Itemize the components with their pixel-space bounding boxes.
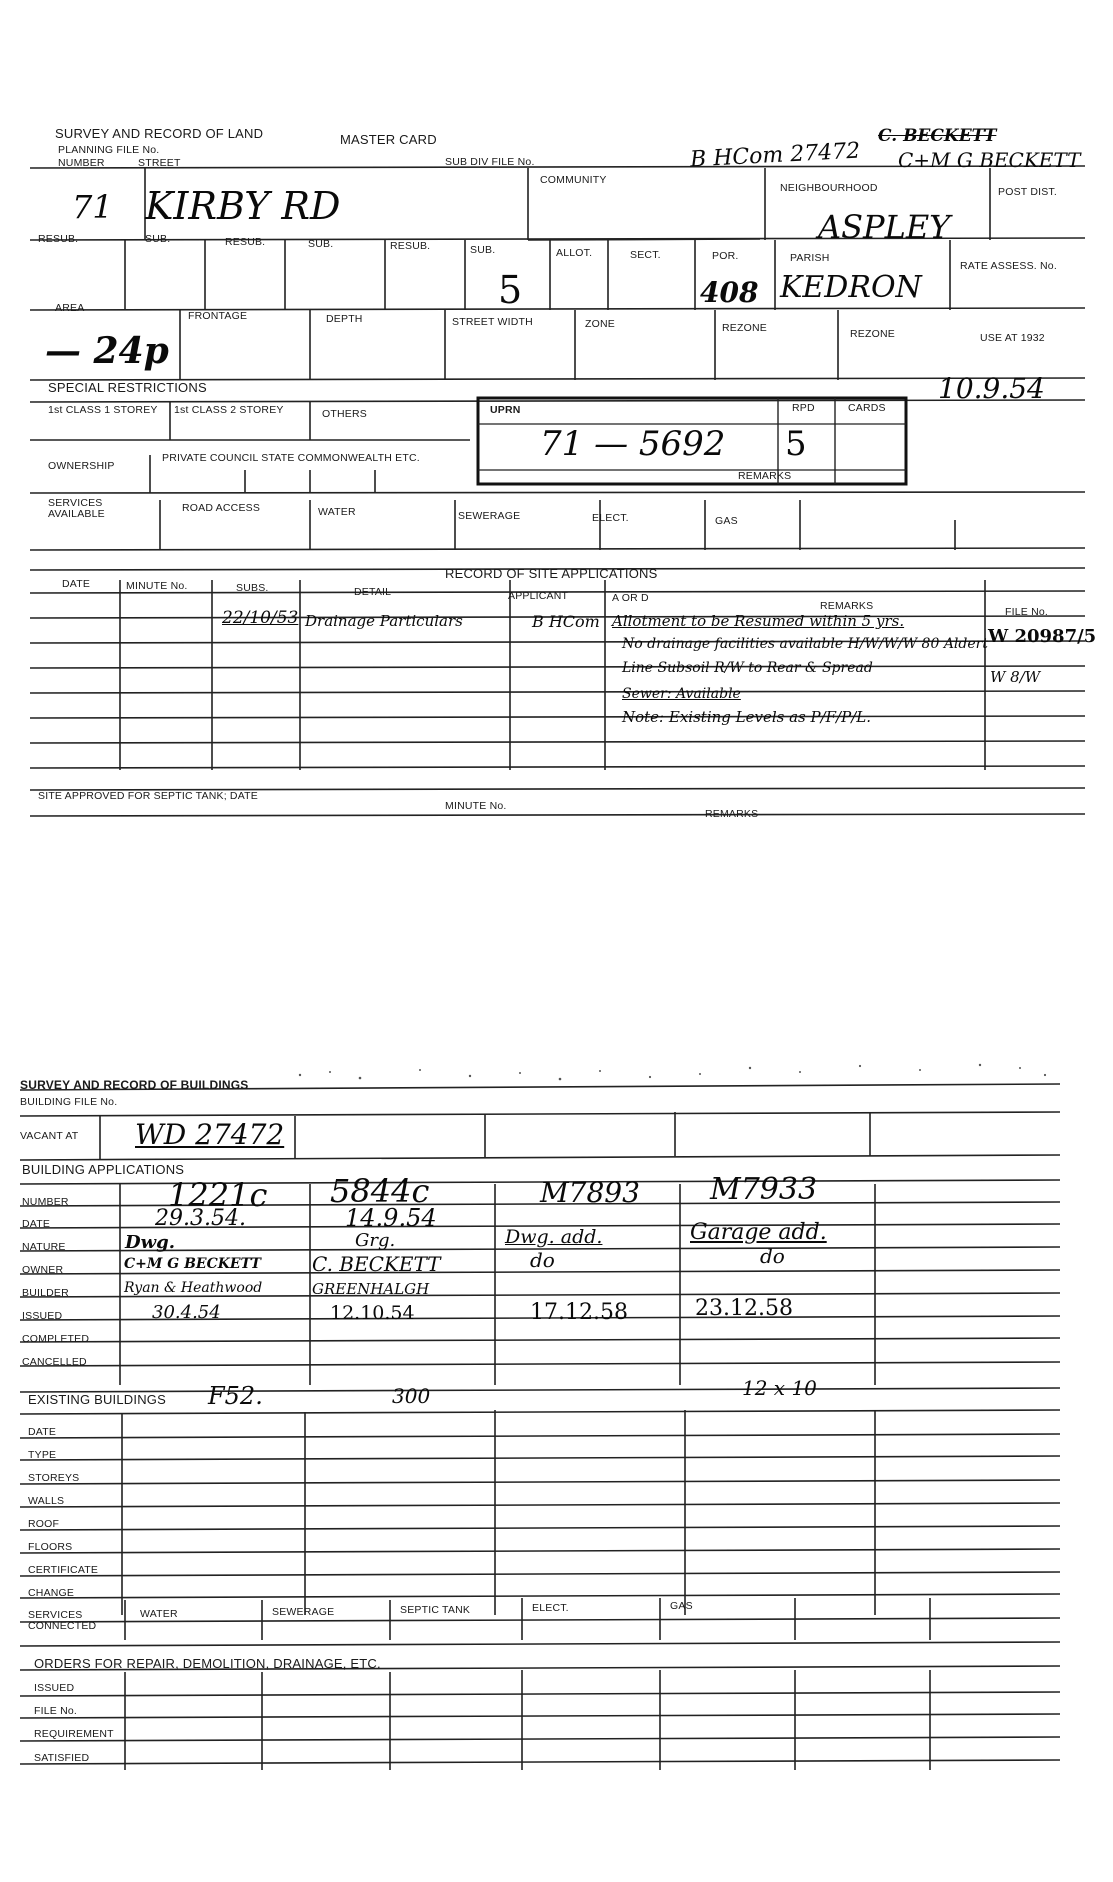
resub-label-2: RESUB.: [225, 236, 266, 248]
existing-row-type: TYPE: [28, 1449, 57, 1461]
scan-noise: [299, 1064, 1046, 1080]
rpd-label: RPD: [792, 402, 815, 414]
site-remark-4: Sewer: Available: [622, 686, 741, 702]
site-header-date: DATE: [62, 578, 91, 590]
app2-builder: GREENHALGH: [312, 1280, 430, 1298]
rezone-label-2: REZONE: [850, 328, 895, 340]
rezone-label: REZONE: [722, 322, 767, 334]
app-row-builder: BUILDER: [22, 1287, 69, 1299]
neighbourhood-label: NEIGHBOURHOOD: [780, 182, 878, 194]
road-access-label: ROAD ACCESS: [182, 502, 261, 514]
services-connected-label: SERVICES CONNECTED: [28, 1609, 97, 1632]
others-label: OTHERS: [322, 408, 367, 420]
existing-value-1: F52.: [208, 1382, 263, 1410]
septic-label: SITE APPROVED FOR SEPTIC TANK; DATE: [38, 790, 258, 802]
app3-owner: do: [530, 1248, 555, 1272]
app4-nature: Garage add.: [690, 1220, 827, 1245]
owner-top-handwritten: C. BECKETT: [878, 126, 997, 146]
sub-label-2: SUB.: [308, 238, 334, 250]
rpd-value: 5: [785, 424, 807, 464]
gas-label: GAS: [715, 515, 738, 527]
app-row-nature: NATURE: [22, 1241, 66, 1253]
site-applications-title: RECORD OF SITE APPLICATIONS: [445, 566, 658, 581]
date-value: 10.9.54: [938, 372, 1045, 405]
sewerage-label: SEWERAGE: [458, 510, 521, 522]
street-value: KIRBY RD: [145, 184, 341, 228]
app4-number: M7933: [710, 1172, 818, 1207]
sub-div-file-label: SUB DIV FILE No.: [445, 156, 535, 168]
existing-buildings-title: EXISTING BUILDINGS: [28, 1392, 166, 1407]
ownership-types-label: PRIVATE COUNCIL STATE COMMONWEALTH ETC.: [162, 452, 420, 464]
use-at-label: USE AT 1932: [980, 332, 1045, 344]
app3-issued: 17.12.58: [530, 1300, 628, 1325]
order-row-satisfied: SATISFIED: [34, 1752, 90, 1764]
zone-label: ZONE: [585, 318, 615, 330]
buildings-card-title: SURVEY AND RECORD OF BUILDINGS: [20, 1078, 249, 1092]
app1-owner: C+M G BECKETT: [124, 1256, 261, 1272]
order-row-requirement: REQUIREMENT: [34, 1728, 114, 1740]
cards-label: CARDS: [848, 402, 886, 414]
existing-row-storeys: STOREYS: [28, 1472, 80, 1484]
number-label: NUMBER: [58, 157, 105, 169]
site-remark-1: Allotment to be Resumed within 5 yrs.: [612, 612, 905, 630]
app1-issued: 30.4.54: [152, 1302, 221, 1323]
site-remark-5: Note: Existing Levels as P/F/P/L.: [622, 708, 871, 726]
special-restrictions-label: SPECIAL RESTRICTIONS: [48, 380, 207, 395]
site-detail-value: Drainage Particulars: [305, 612, 463, 630]
service-gas-label: GAS: [670, 1600, 693, 1612]
depth-label: DEPTH: [326, 313, 363, 325]
community-label: COMMUNITY: [540, 174, 607, 186]
app3-nature: Dwg. add.: [505, 1226, 603, 1248]
uprn-label: UPRN: [490, 404, 521, 416]
service-septic-label: SEPTIC TANK: [400, 1604, 471, 1616]
orders-title: ORDERS FOR REPAIR, DEMOLITION, DRAINAGE, ETC.: [34, 1656, 381, 1671]
service-elect-label: ELECT.: [532, 1602, 569, 1614]
order-row-issued: ISSUED: [34, 1682, 75, 1694]
app4-owner: do: [760, 1244, 785, 1268]
planning-file-label: PLANNING FILE No.: [58, 144, 160, 156]
app-row-date: DATE: [22, 1218, 51, 1230]
por-value: 408: [700, 276, 759, 309]
site-remark-2: No drainage facilities available H/W/W/W 80 Aldert: [622, 636, 988, 652]
parish-label: PARISH: [790, 252, 830, 264]
water-label: WATER: [318, 506, 356, 518]
app-row-completed: COMPLETED: [22, 1333, 90, 1345]
sub-label-3: SUB.: [470, 244, 496, 256]
remarks-box-label: REMARKS: [738, 470, 792, 482]
street-width-label: STREET WIDTH: [452, 316, 533, 328]
site-subs-value: 22/10/53: [222, 608, 299, 628]
app1-number: 1221c: [168, 1176, 268, 1214]
class1-label: 1st CLASS 1 STOREY: [48, 404, 158, 416]
site-header-a-or-d: A OR D: [612, 592, 649, 604]
site-header-remarks: REMARKS: [820, 600, 874, 612]
app-row-number: NUMBER: [22, 1196, 69, 1208]
septic-minute-label: MINUTE No.: [445, 800, 507, 812]
vacant-at-label: VACANT AT: [20, 1130, 79, 1142]
sub-value: 5: [498, 268, 523, 312]
app2-number: 5844c: [330, 1172, 430, 1210]
site-file-no-1: W 20987/5: [988, 626, 1097, 647]
existing-row-certificate: CERTIFICATE: [28, 1564, 99, 1576]
app-row-issued: ISSUED: [22, 1310, 63, 1322]
site-header-file-no: FILE No.: [1005, 606, 1049, 618]
app1-builder: Ryan & Heathwood: [124, 1280, 263, 1296]
allot-label: ALLOT.: [556, 247, 593, 259]
class2-label: 1st CLASS 2 STOREY: [174, 404, 284, 416]
building-file-label: BUILDING FILE No.: [20, 1096, 118, 1108]
post-dist-label: POST DIST.: [998, 186, 1057, 198]
por-label: POR.: [712, 250, 739, 262]
app1-date: 29.3.54.: [155, 1206, 246, 1231]
sect-label: SECT.: [630, 249, 661, 261]
site-header-minute: MINUTE No.: [126, 580, 188, 592]
services-label: SERVICES AVAILABLE: [48, 497, 105, 520]
land-card-title: SURVEY AND RECORD OF LAND: [55, 126, 264, 141]
site-remark-3: Line Subsoil R/W to Rear & Spread: [622, 660, 873, 676]
frontage-label: FRONTAGE: [188, 310, 248, 322]
site-header-applicant: APPLICANT: [508, 590, 569, 602]
existing-row-floors: FLOORS: [28, 1541, 73, 1553]
existing-value-3: 12 x 10: [742, 1376, 817, 1400]
owner-top2-handwritten: C+M G BECKETT: [898, 148, 1081, 172]
existing-row-change: CHANGE: [28, 1587, 75, 1599]
rate-assess-label: RATE ASSESS. No.: [960, 260, 1057, 272]
uprn-value: 71 — 5692: [540, 424, 726, 464]
existing-row-roof: ROOF: [28, 1518, 60, 1530]
app2-nature: Grg.: [355, 1230, 396, 1251]
site-header-subs: SUBS.: [236, 582, 269, 594]
vacant-at-value: WD 27472: [135, 1118, 285, 1151]
app2-owner: C. BECKETT: [312, 1252, 441, 1276]
existing-row-walls: WALLS: [28, 1495, 65, 1507]
app2-issued: 12.10.54: [330, 1302, 415, 1324]
site-file-no-2: W 8/W: [990, 668, 1041, 686]
order-row-file-no: FILE No.: [34, 1705, 78, 1717]
app-row-owner: OWNER: [22, 1264, 64, 1276]
site-applicant-value: B HCom: [532, 612, 600, 631]
ownership-label: OWNERSHIP: [48, 460, 115, 472]
app4-issued: 23.12.58: [695, 1296, 793, 1321]
app2-date: 14.9.54: [345, 1204, 437, 1232]
resub-label: RESUB.: [38, 233, 79, 245]
existing-row-date: DATE: [28, 1426, 57, 1438]
area-value: — 24p: [45, 330, 169, 372]
number-value: 71: [72, 188, 113, 226]
neighbourhood-value: ASPLEY: [818, 208, 951, 246]
building-applications-title: BUILDING APPLICATIONS: [22, 1162, 185, 1177]
service-sewerage-label: SEWERAGE: [272, 1606, 335, 1618]
parish-value: KEDRON: [780, 270, 922, 305]
site-header-detail: DETAIL: [354, 586, 392, 598]
street-label: STREET: [138, 157, 181, 169]
area-label: AREA: [55, 302, 85, 314]
app-row-cancelled: CANCELLED: [22, 1356, 87, 1368]
file-ref-handwritten: B HCom 27472: [689, 138, 861, 173]
app1-nature: Dwg.: [125, 1232, 175, 1253]
master-card-label: MASTER CARD: [340, 132, 437, 147]
elect-label: ELECT.: [592, 512, 629, 524]
septic-remarks-label: REMARKS: [705, 808, 759, 820]
app3-number: M7893: [540, 1176, 640, 1209]
sub-label: SUB.: [145, 233, 171, 245]
service-water-label: WATER: [140, 1608, 178, 1620]
existing-value-2: 300: [392, 1384, 431, 1408]
resub-label-3: RESUB.: [390, 240, 431, 252]
